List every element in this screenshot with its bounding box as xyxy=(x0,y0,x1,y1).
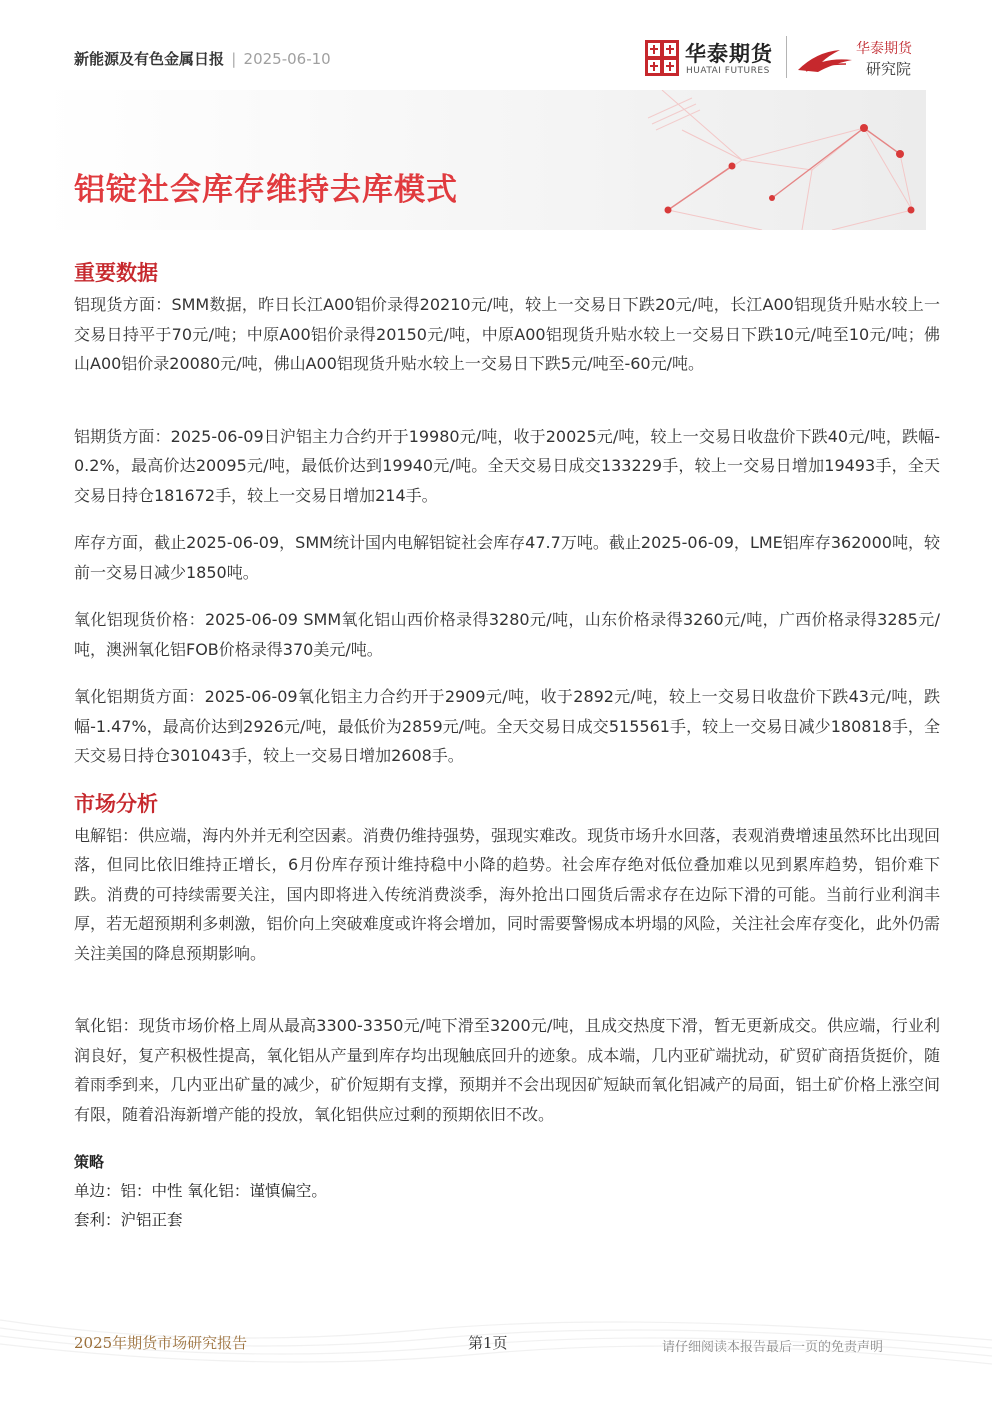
inventory-paragraph: 库存方面，截止2025-06-09，SMM统计国内电解铝锭社会库存47.7万吨。截止2025-06-09，LME铝库存362000吨，较前一交易日减少1850吨。 xyxy=(74,533,940,582)
alumina-futures-paragraph: 氧化铝期货方面：2025-06-09氧化铝主力合约开于2909元/吨，收于2892元/吨，较上一交易日收盘价下跌43元/吨，跌幅-1.47%，最高价达到2926元/吨，最低价为2859元/吨。全天交易日成交515561手，较上一交易日减少180818手，全天交易日持仓301043手，较上一交易日增加2608手。 xyxy=(74,687,940,765)
report-date: 2025-06-10 xyxy=(243,50,331,68)
aluminum-spot-paragraph: 铝现货方面：SMM数据，昨日长江A00铝价录得20210元/吨，较上一交易日下跌20元/吨，长江A00铝现货升贴水较上一交易日持平于70元/吨；中原A00铝价录得20150元/吨，中原A00铝现货升贴水较上一交易日下跌10元/吨至10元/吨；佛山A00铝价录20080元/吨，佛山A00铝现货升贴水较上一交易日下跌5元/吨至-60元/吨。 xyxy=(74,295,940,373)
report-header xyxy=(74,48,331,69)
strategy-heading: 策略 xyxy=(74,1153,105,1171)
electrolytic-aluminum-analysis: 电解铝：供应端，海内外并无利空因素。消费仍维持强势，强现实难改。现货市场升水回落，表观消费增速虽然环比出现回落，但同比依旧维持正增长，6月份库存预计维持稳中小降的趋势。社会库存绝对低位叠加难以见到累库趋势，铝价难下跌。消费的可持续需要关注，国内即将进入传统消费淡季，海外抢出口囤货后需求存在边际下滑的可能。当前行业利润丰厚，若无超预期利多刺激，铝价向上突破难度或许将会增加，同时需要警惕成本坍塌的风险，关注社会库存变化，此外仍需关注美国的降息预期影响。 xyxy=(74,825,940,963)
logo-divider xyxy=(786,36,787,78)
page-title: 铝锭社会库存维持去库模式 xyxy=(74,172,458,208)
footer-disclaimer-note: 请仔细阅读本报告最后一页的免责声明 xyxy=(662,1340,884,1355)
logo-en-text: HUATAI FUTURES xyxy=(686,66,770,76)
alumina-analysis: 氧化铝：现货市场价格上周从最高3300-3350元/吨下滑至3200元/吨，且成交热度下滑，暂无更新成交。供应端，行业利润良好，复产积极性提高，氧化铝从产量到库存均出现触底回升的迹象。成本端，几内亚矿端扰动，矿贸矿商捂货挺价，随着雨季到来，几内亚出矿量的减少，矿价短期有支撑，预期并不会出现因矿短缺而氧化铝减产的局面，铝土矿价格上涨空间有限，随着沿海新增产能的投放，氧化铝供应过剩的预期依旧不改。 xyxy=(74,1016,940,1124)
aluminum-futures-paragraph: 铝期货方面：2025-06-09日沪铝主力合约开于19980元/吨，收于20025元/吨，较上一交易日收盘价下跌40元/吨，跌幅-0.2%，最高价达20095元/吨，最低价达到19940元/吨。全天交易日成交133229手，较上一交易日增加19493手，全天交易日持仓181672手，较上一交易日增加214手。 xyxy=(74,426,940,505)
banner-network-graphic xyxy=(42,90,926,230)
research-institute-logo xyxy=(796,38,926,80)
strategy-single-side: 单边：铝：中性 氧化铝：谨慎偏空。 xyxy=(74,1182,327,1200)
main-content xyxy=(74,256,940,1235)
huatai-logo-mark-icon xyxy=(645,40,679,76)
huatai-futures-logo xyxy=(645,38,780,80)
key-data-heading: 重要数据 xyxy=(74,261,158,285)
market-analysis-heading: 市场分析 xyxy=(74,791,158,816)
report-name: 新能源及有色金属日报 xyxy=(74,50,225,68)
footer-page-number: 第1页 xyxy=(468,1334,508,1352)
strategy-arbitrage: 套利：沪铝正套 xyxy=(74,1211,183,1229)
footer-report-series: 2025年期货市场研究报告 xyxy=(74,1334,248,1352)
header-separator: | xyxy=(231,50,237,68)
institute-line2: 研究院 xyxy=(866,60,912,78)
institute-line1: 华泰期货 xyxy=(856,41,912,57)
logo-cn-text: 华泰期货 xyxy=(685,42,773,66)
alumina-spot-paragraph: 氧化铝现货价格：2025-06-09 SMM氧化铝山西价格录得3280元/吨，山东价格录得3260元/吨，广西价格录得3285元/吨，澳洲氧化铝FOB价格录得370美元/吨。 xyxy=(74,610,940,659)
bird-logo-icon xyxy=(796,44,856,74)
